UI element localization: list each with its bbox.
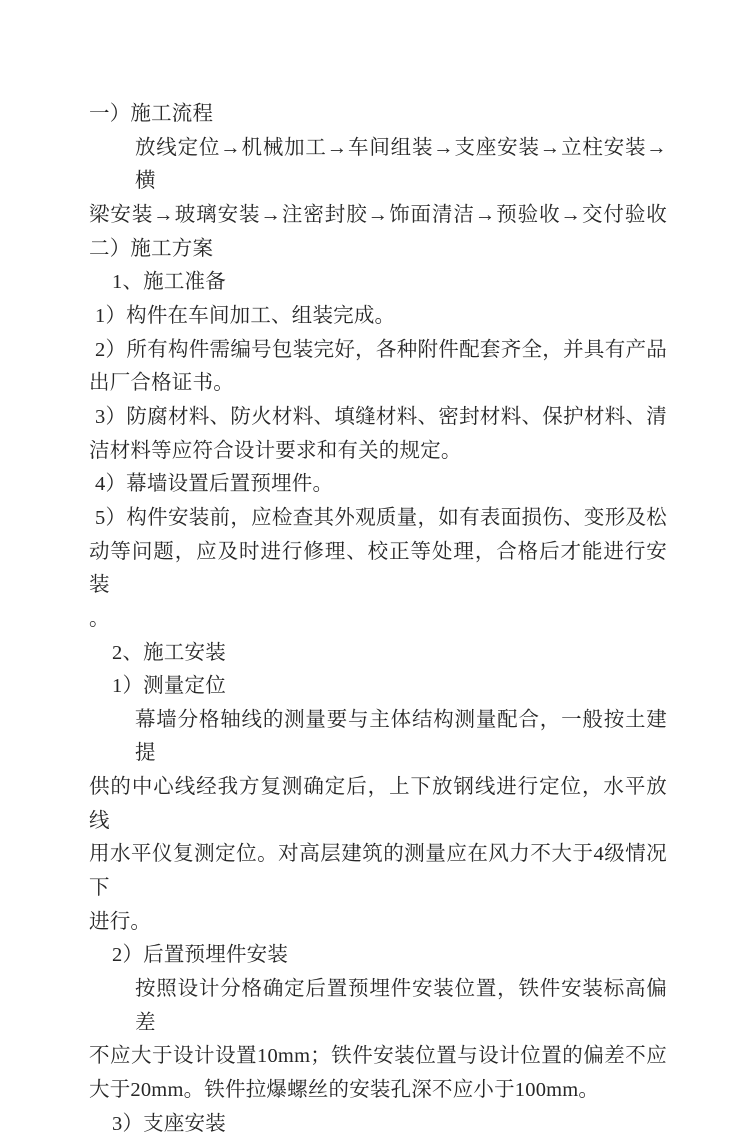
subitem-heading-measurement-positioning: 1）测量定位 — [112, 675, 226, 698]
measurement-paragraph-line-1: 幕墙分格轴线的测量要与主体结构测量配合，一般按土建提 — [135, 708, 667, 765]
measurement-paragraph-line-4: 进行。 — [89, 910, 152, 933]
process-flow-line-1: 放线定位→机械加工→车间组装→支座安装→立柱安装→横 — [135, 136, 667, 193]
process-flow-line-2: 梁安装→玻璃安装→注密封胶→饰面清洁→预验收→交付验收 — [89, 203, 667, 226]
embedded-parts-paragraph-line-3: 大于20mm。铁件拉爆螺丝的安装孔深不应小于100mm。 — [89, 1079, 600, 1102]
prep-item-3-line-2: 洁材料等应符合设计要求和有关的规定。 — [89, 439, 462, 462]
prep-item-3-line-1: 3）防腐材料、防火材料、填缝材料、密封材料、保护材料、清 — [95, 405, 667, 428]
measurement-paragraph-line-2: 供的中心线经我方复测确定后，上下放钢线进行定位，水平放线 — [89, 776, 667, 832]
prep-item-1: 1）构件在车间加工、组装完成。 — [95, 304, 396, 327]
prep-item-5-line-3: 。 — [89, 607, 110, 630]
document-text-block — [89, 98, 667, 1141]
measurement-paragraph-line-3: 用水平仪复测定位。对高层建筑的测量应在风力不大于4级情况下 — [89, 843, 667, 900]
heading-construction-plan: 二）施工方案 — [89, 237, 214, 260]
prep-item-4: 4）幕墙设置后置预埋件。 — [95, 473, 334, 496]
embedded-parts-paragraph-line-1: 按照设计分格确定后置预埋件安装位置，铁件安装标高偏差 — [135, 978, 667, 1034]
embedded-parts-paragraph-line-2: 不应大于设计设置10mm；铁件安装位置与设计位置的偏差不应 — [89, 1045, 667, 1068]
subitem-heading-embedded-parts: 2）后置预埋件安装 — [112, 944, 289, 967]
prep-item-5-line-2: 动等问题，应及时进行修理、校正等处理，合格后才能进行安装 — [89, 540, 667, 597]
prep-item-5-line-1: 5）构件安装前，应检查其外观质量，如有表面损伤、变形及松 — [95, 506, 667, 529]
subheading-construction-installation: 2、施工安装 — [112, 641, 226, 664]
subheading-construction-preparation: 1、施工准备 — [112, 271, 226, 294]
prep-item-2-line-2: 出厂合格证书。 — [89, 372, 234, 395]
prep-item-2-line-1: 2）所有构件需编号包装完好，各种附件配套齐全，并具有产品 — [95, 338, 667, 361]
heading-construction-process: 一）施工流程 — [89, 103, 214, 125]
subitem-heading-support-installation: 3）支座安装 — [112, 1112, 226, 1135]
